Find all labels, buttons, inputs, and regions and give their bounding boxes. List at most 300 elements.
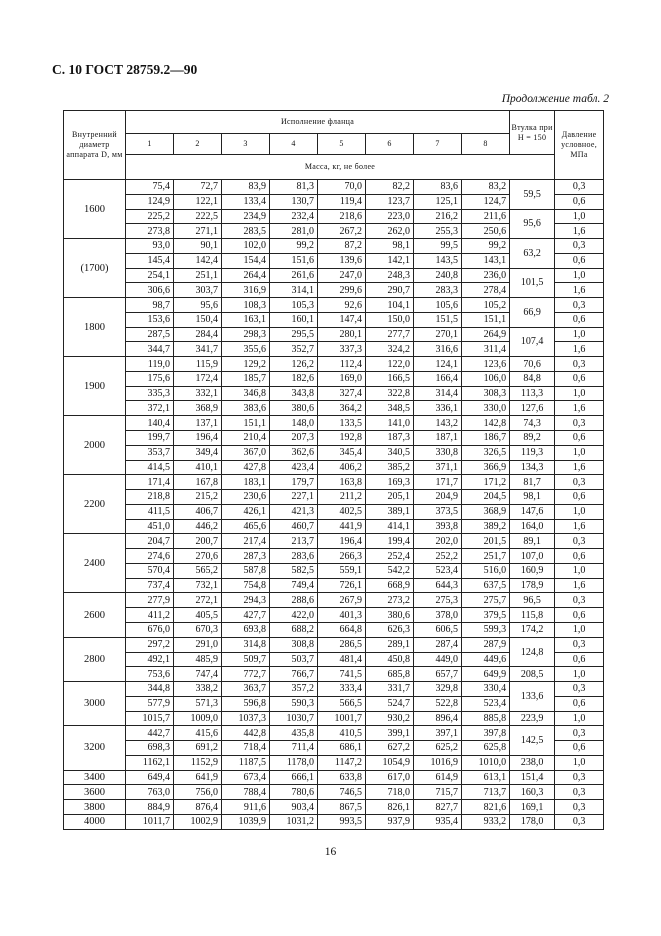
mass-cell: 264,9 <box>462 327 510 342</box>
mass-cell: 741,5 <box>318 667 366 682</box>
mass-cell: 937,9 <box>366 814 414 829</box>
pressure-cell: 0,6 <box>555 371 604 386</box>
mass-cell: 867,5 <box>318 800 366 815</box>
mass-cell: 446,2 <box>174 519 222 534</box>
mass-cell: 625,8 <box>462 741 510 756</box>
mass-cell: 286,5 <box>318 637 366 652</box>
mass-cell: 75,4 <box>126 180 174 195</box>
mass-cell: 389,1 <box>366 504 414 519</box>
mass-cell: 129,2 <box>222 357 270 372</box>
mass-cell: 251,7 <box>462 549 510 564</box>
mass-cell: 673,4 <box>222 770 270 785</box>
mass-cell: 182,6 <box>270 371 318 386</box>
mass-cell: 204,9 <box>414 490 462 505</box>
mass-cell: 935,4 <box>414 814 462 829</box>
bushing-cell: 95,6 <box>510 209 555 239</box>
mass-cell: 329,8 <box>414 682 462 697</box>
mass-cell: 150,4 <box>174 312 222 327</box>
mass-cell: 341,7 <box>174 342 222 357</box>
mass-cell: 399,1 <box>366 726 414 741</box>
mass-cell: 343,8 <box>270 386 318 401</box>
mass-cell: 277,7 <box>366 327 414 342</box>
mass-cell: 614,9 <box>414 770 462 785</box>
mass-cell: 1039,9 <box>222 814 270 829</box>
mass-cell: 92,6 <box>318 298 366 313</box>
pressure-cell: 0,3 <box>555 814 604 829</box>
pressure-cell: 0,6 <box>555 608 604 623</box>
header-flange-execution: Исполнение фланца <box>126 111 510 134</box>
header-exec-number: 3 <box>222 134 270 155</box>
mass-cell: 227,1 <box>270 490 318 505</box>
mass-cell: 160,1 <box>270 312 318 327</box>
pressure-cell: 1,6 <box>555 519 604 534</box>
mass-cell: 126,2 <box>270 357 318 372</box>
bushing-cell: 70,6 <box>510 357 555 372</box>
table-row <box>64 549 604 564</box>
table-row <box>64 327 604 342</box>
header-exec-number: 4 <box>270 134 318 155</box>
mass-cell: 270,6 <box>174 549 222 564</box>
mass-cell: 352,7 <box>270 342 318 357</box>
mass-cell: 163,1 <box>222 312 270 327</box>
mass-cell: 516,0 <box>462 563 510 578</box>
bushing-cell: 96,5 <box>510 593 555 608</box>
mass-cell: 298,3 <box>222 327 270 342</box>
mass-cell: 368,9 <box>174 401 222 416</box>
mass-cell: 715,7 <box>414 785 462 800</box>
mass-cell: 380,6 <box>270 401 318 416</box>
diameter-cell: 4000 <box>64 814 126 829</box>
mass-cell: 423,4 <box>270 460 318 475</box>
mass-cell: 565,2 <box>174 563 222 578</box>
mass-cell: 718,4 <box>222 741 270 756</box>
mass-cell: 112,4 <box>318 357 366 372</box>
pressure-cell: 1,0 <box>555 327 604 342</box>
mass-cell: 199,7 <box>126 431 174 446</box>
mass-cell: 896,4 <box>414 711 462 726</box>
mass-cell: 414,1 <box>366 519 414 534</box>
mass-cell: 641,9 <box>174 770 222 785</box>
mass-cell: 410,5 <box>318 726 366 741</box>
mass-cell: 288,6 <box>270 593 318 608</box>
bushing-cell: 89,2 <box>510 431 555 446</box>
mass-cell: 267,2 <box>318 224 366 239</box>
mass-cell: 99,2 <box>270 239 318 254</box>
table-continuation-note: Продолжение табл. 2 <box>501 93 609 105</box>
pressure-cell: 1,0 <box>555 755 604 770</box>
bushing-cell: 107,0 <box>510 549 555 564</box>
mass-cell: 277,9 <box>126 593 174 608</box>
mass-cell: 123,6 <box>462 357 510 372</box>
mass-cell: 115,9 <box>174 357 222 372</box>
mass-cell: 344,7 <box>126 342 174 357</box>
mass-cell: 204,7 <box>126 534 174 549</box>
mass-cell: 254,1 <box>126 268 174 283</box>
mass-cell: 746,5 <box>318 785 366 800</box>
mass-cell: 713,7 <box>462 785 510 800</box>
mass-cell: 314,1 <box>270 283 318 298</box>
table-row <box>64 298 604 313</box>
bushing-cell: 134,3 <box>510 460 555 475</box>
mass-cell: 267,9 <box>318 593 366 608</box>
mass-cell: 524,7 <box>366 696 414 711</box>
pressure-cell: 0,6 <box>555 312 604 327</box>
mass-cell: 693,8 <box>222 622 270 637</box>
header-exec-number: 7 <box>414 134 462 155</box>
bushing-cell: 101,5 <box>510 268 555 298</box>
mass-cell: 175,6 <box>126 371 174 386</box>
header-exec-number: 2 <box>174 134 222 155</box>
mass-cell: 766,7 <box>270 667 318 682</box>
mass-cell: 625,2 <box>414 741 462 756</box>
mass-cell: 284,4 <box>174 327 222 342</box>
mass-cell: 411,2 <box>126 608 174 623</box>
mass-cell: 336,1 <box>414 401 462 416</box>
mass-cell: 81,3 <box>270 180 318 195</box>
diameter-cell: 1600 <box>64 180 126 239</box>
mass-cell: 411,5 <box>126 504 174 519</box>
mass-cell: 441,9 <box>318 519 366 534</box>
mass-cell: 104,1 <box>366 298 414 313</box>
mass-cell: 666,1 <box>270 770 318 785</box>
mass-cell: 273,8 <box>126 224 174 239</box>
mass-cell: 414,5 <box>126 460 174 475</box>
mass-cell: 930,2 <box>366 711 414 726</box>
mass-cell: 303,7 <box>174 283 222 298</box>
mass-cell: 367,0 <box>222 445 270 460</box>
table-row <box>64 534 604 549</box>
mass-cell: 380,6 <box>366 608 414 623</box>
mass-cell: 571,3 <box>174 696 222 711</box>
mass-cell: 885,8 <box>462 711 510 726</box>
pressure-cell: 1,6 <box>555 578 604 593</box>
mass-cell: 1037,3 <box>222 711 270 726</box>
mass-cell: 281,0 <box>270 224 318 239</box>
mass-cell: 385,2 <box>366 460 414 475</box>
mass-cell: 676,0 <box>126 622 174 637</box>
mass-cell: 330,8 <box>414 445 462 460</box>
mass-cell: 90,1 <box>174 239 222 254</box>
table-row <box>64 637 604 652</box>
table-row <box>64 504 604 519</box>
mass-cell: 933,2 <box>462 814 510 829</box>
mass-cell: 98,7 <box>126 298 174 313</box>
mass-cell: 153,6 <box>126 312 174 327</box>
bushing-cell: 66,9 <box>510 298 555 328</box>
mass-cell: 137,1 <box>174 416 222 431</box>
mass-cell: 355,6 <box>222 342 270 357</box>
mass-cell: 211,2 <box>318 490 366 505</box>
bushing-cell: 147,6 <box>510 504 555 519</box>
mass-cell: 442,7 <box>126 726 174 741</box>
mass-cell: 685,8 <box>366 667 414 682</box>
mass-cell: 210,4 <box>222 431 270 446</box>
mass-cell: 371,1 <box>414 460 462 475</box>
pressure-cell: 0,3 <box>555 800 604 815</box>
mass-cell: 147,4 <box>318 312 366 327</box>
mass-cell: 346,8 <box>222 386 270 401</box>
mass-cell: 587,8 <box>222 563 270 578</box>
mass-cell: 686,1 <box>318 741 366 756</box>
diameter-cell: 3800 <box>64 800 126 815</box>
diameter-cell: (1700) <box>64 239 126 298</box>
mass-cell: 82,2 <box>366 180 414 195</box>
mass-cell: 335,3 <box>126 386 174 401</box>
table-row <box>64 357 604 372</box>
pressure-cell: 0,3 <box>555 770 604 785</box>
mass-cell: 357,2 <box>270 682 318 697</box>
table-row <box>64 401 604 416</box>
mass-cell: 372,1 <box>126 401 174 416</box>
mass-cell: 1010,0 <box>462 755 510 770</box>
table-row <box>64 180 604 195</box>
bushing-cell: 115,8 <box>510 608 555 623</box>
mass-cell: 306,6 <box>126 283 174 298</box>
mass-cell: 143,5 <box>414 253 462 268</box>
mass-cell: 105,3 <box>270 298 318 313</box>
mass-cell: 211,6 <box>462 209 510 224</box>
mass-cell: 402,5 <box>318 504 366 519</box>
mass-cell: 171,7 <box>414 475 462 490</box>
mass-cell: 559,1 <box>318 563 366 578</box>
mass-cell: 273,2 <box>366 593 414 608</box>
pressure-cell: 0,3 <box>555 593 604 608</box>
table-row <box>64 519 604 534</box>
mass-cell: 993,5 <box>318 814 366 829</box>
mass-cell: 139,6 <box>318 253 366 268</box>
pressure-cell: 1,6 <box>555 460 604 475</box>
mass-cell: 649,4 <box>126 770 174 785</box>
mass-cell: 125,1 <box>414 194 462 209</box>
mass-cell: 151,1 <box>462 312 510 327</box>
mass-cell: 522,8 <box>414 696 462 711</box>
mass-cell: 150,0 <box>366 312 414 327</box>
mass-cell: 264,4 <box>222 268 270 283</box>
mass-cell: 166,4 <box>414 371 462 386</box>
table-row <box>64 445 604 460</box>
mass-cell: 83,2 <box>462 180 510 195</box>
header-diameter: Внутренний диаметр аппарата D, мм <box>64 111 126 180</box>
mass-cell: 1001,7 <box>318 711 366 726</box>
mass-cell: 124,1 <box>414 357 462 372</box>
mass-cell: 83,9 <box>222 180 270 195</box>
pressure-cell: 1,0 <box>555 445 604 460</box>
mass-cell: 142,4 <box>174 253 222 268</box>
mass-cell: 566,5 <box>318 696 366 711</box>
mass-cell: 183,1 <box>222 475 270 490</box>
mass-cell: 252,4 <box>366 549 414 564</box>
mass-cell: 250,6 <box>462 224 510 239</box>
bushing-cell: 142,5 <box>510 726 555 756</box>
mass-cell: 199,4 <box>366 534 414 549</box>
mass-cell: 287,3 <box>222 549 270 564</box>
mass-cell: 247,0 <box>318 268 366 283</box>
mass-cell: 780,6 <box>270 785 318 800</box>
mass-cell: 481,4 <box>318 652 366 667</box>
mass-cell: 627,2 <box>366 741 414 756</box>
mass-cell: 599,3 <box>462 622 510 637</box>
mass-cell: 1147,2 <box>318 755 366 770</box>
mass-cell: 503,7 <box>270 652 318 667</box>
mass-cell: 363,7 <box>222 682 270 697</box>
mass-cell: 668,9 <box>366 578 414 593</box>
mass-cell: 903,4 <box>270 800 318 815</box>
pressure-cell: 1,0 <box>555 209 604 224</box>
pressure-cell: 0,3 <box>555 785 604 800</box>
mass-cell: 590,3 <box>270 696 318 711</box>
mass-cell: 142,8 <box>462 416 510 431</box>
mass-cell: 749,4 <box>270 578 318 593</box>
diameter-cell: 3400 <box>64 770 126 785</box>
mass-cell: 124,7 <box>462 194 510 209</box>
mass-cell: 225,2 <box>126 209 174 224</box>
mass-cell: 236,0 <box>462 268 510 283</box>
mass-cell: 542,2 <box>366 563 414 578</box>
mass-cell: 451,0 <box>126 519 174 534</box>
header-exec-number: 5 <box>318 134 366 155</box>
mass-cell: 171,4 <box>126 475 174 490</box>
mass-cell: 379,5 <box>462 608 510 623</box>
pressure-cell: 0,3 <box>555 475 604 490</box>
bushing-cell: 81,7 <box>510 475 555 490</box>
table-row <box>64 814 604 829</box>
mass-cell: 99,2 <box>462 239 510 254</box>
mass-cell: 297,2 <box>126 637 174 652</box>
bushing-cell: 160,9 <box>510 563 555 578</box>
flange-mass-table <box>63 110 604 830</box>
mass-cell: 218,6 <box>318 209 366 224</box>
pressure-cell: 1,0 <box>555 386 604 401</box>
mass-cell: 270,1 <box>414 327 462 342</box>
mass-cell: 83,6 <box>414 180 462 195</box>
mass-cell: 772,7 <box>222 667 270 682</box>
mass-cell: 271,1 <box>174 224 222 239</box>
mass-cell: 344,8 <box>126 682 174 697</box>
mass-cell: 99,5 <box>414 239 462 254</box>
mass-cell: 711,4 <box>270 741 318 756</box>
mass-cell: 314,4 <box>414 386 462 401</box>
pressure-cell: 1,6 <box>555 401 604 416</box>
mass-cell: 275,3 <box>414 593 462 608</box>
mass-cell: 670,3 <box>174 622 222 637</box>
mass-cell: 122,1 <box>174 194 222 209</box>
mass-cell: 596,8 <box>222 696 270 711</box>
mass-cell: 698,3 <box>126 741 174 756</box>
mass-cell: 95,6 <box>174 298 222 313</box>
mass-cell: 826,1 <box>366 800 414 815</box>
mass-cell: 87,2 <box>318 239 366 254</box>
mass-cell: 366,9 <box>462 460 510 475</box>
table-row <box>64 460 604 475</box>
mass-cell: 187,3 <box>366 431 414 446</box>
bushing-cell: 151,4 <box>510 770 555 785</box>
table-row <box>64 209 604 224</box>
mass-cell: 1152,9 <box>174 755 222 770</box>
header-exec-number: 1 <box>126 134 174 155</box>
mass-cell: 223,0 <box>366 209 414 224</box>
table-row <box>64 770 604 785</box>
mass-cell: 338,2 <box>174 682 222 697</box>
pressure-cell: 0,3 <box>555 637 604 652</box>
mass-cell: 1030,7 <box>270 711 318 726</box>
mass-cell: 283,6 <box>270 549 318 564</box>
header-exec-number: 8 <box>462 134 510 155</box>
pressure-cell: 0,3 <box>555 534 604 549</box>
mass-cell: 726,1 <box>318 578 366 593</box>
mass-cell: 215,2 <box>174 490 222 505</box>
pressure-cell: 1,6 <box>555 342 604 357</box>
mass-cell: 337,3 <box>318 342 366 357</box>
table-row <box>64 608 604 623</box>
bushing-cell: 238,0 <box>510 755 555 770</box>
pressure-cell: 1,0 <box>555 622 604 637</box>
mass-cell: 98,1 <box>366 239 414 254</box>
mass-cell: 186,7 <box>462 431 510 446</box>
table-row <box>64 239 604 254</box>
mass-cell: 345,4 <box>318 445 366 460</box>
mass-cell: 617,0 <box>366 770 414 785</box>
mass-cell: 274,6 <box>126 549 174 564</box>
pressure-cell: 0,6 <box>555 652 604 667</box>
mass-cell: 294,3 <box>222 593 270 608</box>
pressure-cell: 0,3 <box>555 298 604 313</box>
diameter-cell: 3000 <box>64 682 126 726</box>
mass-cell: 718,0 <box>366 785 414 800</box>
mass-cell: 280,1 <box>318 327 366 342</box>
mass-cell: 106,0 <box>462 371 510 386</box>
table-row <box>64 371 604 386</box>
mass-cell: 151,6 <box>270 253 318 268</box>
mass-cell: 330,4 <box>462 682 510 697</box>
mass-cell: 633,8 <box>318 770 366 785</box>
diameter-cell: 2600 <box>64 593 126 637</box>
bushing-cell: 178,0 <box>510 814 555 829</box>
header-bushing: Втулка при H = 150 <box>510 111 555 155</box>
bushing-cell: 107,4 <box>510 327 555 357</box>
mass-cell: 196,4 <box>318 534 366 549</box>
mass-cell: 142,1 <box>366 253 414 268</box>
mass-cell: 283,5 <box>222 224 270 239</box>
diameter-cell: 2200 <box>64 475 126 534</box>
pressure-cell: 0,6 <box>555 490 604 505</box>
mass-cell: 141,0 <box>366 416 414 431</box>
pressure-cell: 1,0 <box>555 563 604 578</box>
mass-cell: 272,1 <box>174 593 222 608</box>
bushing-cell: 98,1 <box>510 490 555 505</box>
pressure-cell: 0,3 <box>555 180 604 195</box>
mass-cell: 421,3 <box>270 504 318 519</box>
mass-cell: 70,0 <box>318 180 366 195</box>
diameter-cell: 2800 <box>64 637 126 681</box>
mass-cell: 362,6 <box>270 445 318 460</box>
table-row <box>64 416 604 431</box>
mass-cell: 201,5 <box>462 534 510 549</box>
mass-cell: 230,6 <box>222 490 270 505</box>
bushing-cell: 84,8 <box>510 371 555 386</box>
mass-cell: 442,8 <box>222 726 270 741</box>
mass-cell: 415,6 <box>174 726 222 741</box>
mass-cell: 753,6 <box>126 667 174 682</box>
mass-cell: 664,8 <box>318 622 366 637</box>
mass-cell: 295,5 <box>270 327 318 342</box>
page-header: С. 10 ГОСТ 28759.2—90 <box>52 62 198 77</box>
bushing-cell: 124,8 <box>510 637 555 667</box>
mass-cell: 167,8 <box>174 475 222 490</box>
table-row <box>64 711 604 726</box>
mass-cell: 308,3 <box>462 386 510 401</box>
mass-cell: 1002,9 <box>174 814 222 829</box>
mass-cell: 410,1 <box>174 460 222 475</box>
